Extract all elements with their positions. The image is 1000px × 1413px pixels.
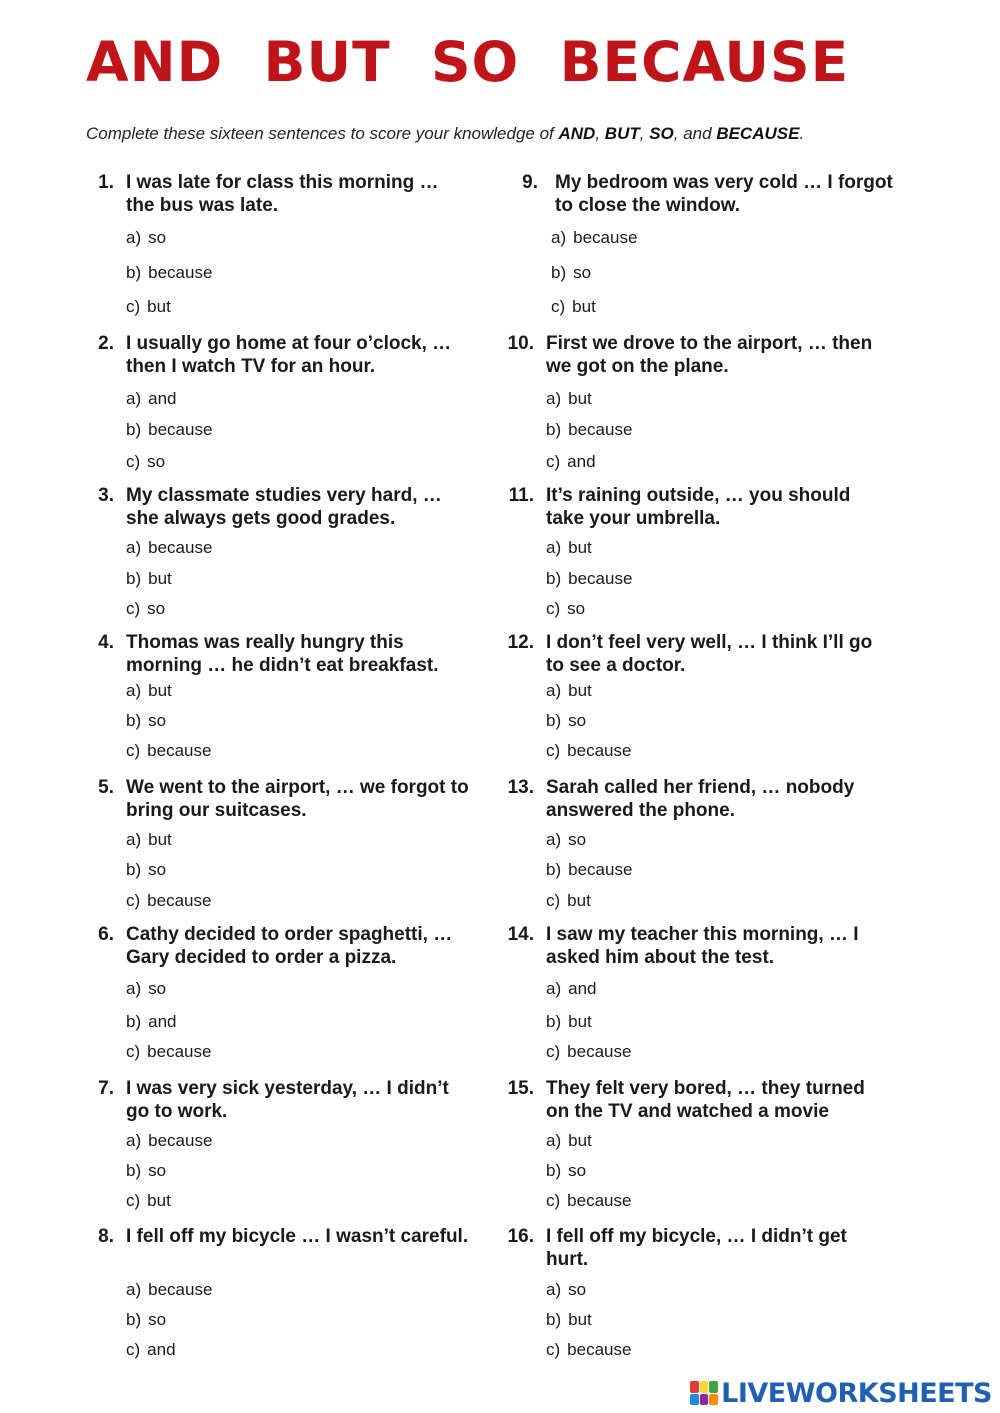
answer-option-b[interactable] xyxy=(126,711,166,731)
option-letter: a) xyxy=(551,228,567,247)
logo-block xyxy=(690,1381,699,1393)
option-letter: b) xyxy=(546,569,562,588)
option-text: because xyxy=(567,1042,632,1061)
option-text: so xyxy=(147,599,166,618)
option-text: but xyxy=(572,297,596,316)
option-text: so xyxy=(148,711,167,730)
option-letter: a) xyxy=(546,1131,562,1150)
answer-option-b[interactable] xyxy=(546,569,632,589)
answer-option-c[interactable] xyxy=(126,599,165,619)
question-number: 12. xyxy=(507,632,534,653)
answer-option-b[interactable] xyxy=(546,1012,592,1032)
answer-option-c[interactable] xyxy=(126,891,211,911)
question-text: I don’t feel very well, … I think I’ll go to see a doctor. xyxy=(546,632,873,676)
option-letter: c) xyxy=(126,452,141,471)
question-text: I saw my teacher this morning, … I asked him about the test. xyxy=(546,924,859,968)
answer-option-c[interactable] xyxy=(126,1042,211,1062)
option-letter: a) xyxy=(546,830,562,849)
option-letter: b) xyxy=(126,860,142,879)
option-letter: a) xyxy=(546,538,562,557)
option-text: because xyxy=(567,1191,632,1210)
option-letter: b) xyxy=(546,1161,562,1180)
option-text: but xyxy=(568,1310,592,1329)
answer-option-c[interactable] xyxy=(126,1191,171,1211)
answer-option-a[interactable] xyxy=(546,681,592,701)
question-number: 6. xyxy=(98,924,114,945)
option-text: but xyxy=(568,538,592,557)
option-text: so xyxy=(573,263,592,282)
worksheet-title: AND BUT SO BECAUSE xyxy=(86,30,850,94)
keyword-because: BECAUSE xyxy=(716,124,800,143)
option-letter: c) xyxy=(126,891,141,910)
answer-option-c[interactable] xyxy=(546,1340,631,1360)
option-text: but xyxy=(568,1131,592,1150)
answer-option-b[interactable] xyxy=(546,860,632,880)
option-text: because xyxy=(568,860,633,879)
option-letter: c) xyxy=(546,1191,561,1210)
question-text: I was very sick yesterday, … I didn’t go to work. xyxy=(126,1078,449,1122)
separator: , and xyxy=(673,124,717,143)
answer-option-c[interactable] xyxy=(546,1042,631,1062)
option-text: and xyxy=(147,1340,176,1359)
option-letter: c) xyxy=(126,1042,141,1061)
option-text: but xyxy=(148,830,172,849)
answer-option-a[interactable] xyxy=(126,830,172,850)
option-letter: b) xyxy=(126,1012,142,1031)
option-letter: a) xyxy=(546,1280,562,1299)
question-number: 8. xyxy=(98,1226,114,1247)
option-text: but xyxy=(568,389,592,408)
answer-option-c[interactable] xyxy=(546,891,591,911)
separator: , xyxy=(639,124,650,143)
option-text: because xyxy=(148,538,213,557)
separator: . xyxy=(799,124,805,143)
answer-option-c[interactable] xyxy=(126,452,165,472)
answer-option-a[interactable] xyxy=(126,389,177,409)
question-text: Cathy decided to order spaghetti, … Gary decided to order a pizza. xyxy=(126,924,453,968)
option-text: so xyxy=(568,711,587,730)
option-text: but xyxy=(568,1012,592,1031)
question-number: 9. xyxy=(522,172,538,193)
option-text: so xyxy=(148,979,167,998)
answer-option-c[interactable] xyxy=(546,452,596,472)
question-text: I fell off my bicycle, … I didn’t get hurt. xyxy=(546,1226,847,1270)
option-text: because xyxy=(148,263,213,282)
answer-option-a[interactable] xyxy=(546,830,586,850)
logo-block xyxy=(709,1381,718,1393)
option-letter: a) xyxy=(126,389,142,408)
option-text: so xyxy=(148,860,167,879)
liveworksheets-logo xyxy=(690,1378,992,1408)
answer-option-a[interactable] xyxy=(126,681,172,701)
option-text: but xyxy=(147,297,171,316)
option-text: and xyxy=(148,389,177,408)
logo-block xyxy=(709,1394,718,1406)
option-letter: b) xyxy=(551,263,567,282)
option-letter: c) xyxy=(546,599,561,618)
logo-blocks-icon xyxy=(690,1381,718,1405)
option-text: because xyxy=(147,741,212,760)
answer-option-c[interactable] xyxy=(551,297,596,317)
answer-option-c[interactable] xyxy=(546,1191,631,1211)
question-number: 15. xyxy=(507,1078,534,1099)
keyword-so: SO xyxy=(649,124,674,143)
keyword-and: AND xyxy=(558,124,596,143)
option-text: because xyxy=(148,420,213,439)
option-letter: c) xyxy=(546,741,561,760)
answer-option-a[interactable] xyxy=(126,979,166,999)
option-letter: b) xyxy=(126,1161,142,1180)
answer-option-a[interactable] xyxy=(126,1131,212,1151)
answer-option-c[interactable] xyxy=(126,297,171,317)
question-number: 4. xyxy=(98,632,114,653)
option-text: but xyxy=(148,569,172,588)
question-number: 2. xyxy=(98,333,114,354)
answer-option-a[interactable] xyxy=(126,228,166,248)
option-text: because xyxy=(573,228,638,247)
option-text: because xyxy=(568,420,633,439)
answer-option-a[interactable] xyxy=(126,1280,212,1300)
option-text: because xyxy=(567,1340,632,1359)
option-letter: a) xyxy=(126,830,142,849)
option-letter: c) xyxy=(546,452,561,471)
answer-option-c[interactable] xyxy=(126,741,211,761)
logo-block xyxy=(690,1394,699,1406)
option-letter: a) xyxy=(126,538,142,557)
option-text: so xyxy=(148,228,167,247)
option-text: so xyxy=(567,599,586,618)
option-letter: c) xyxy=(126,297,141,316)
instructions xyxy=(86,123,804,145)
option-text: but xyxy=(147,1191,171,1210)
option-text: because xyxy=(147,1042,212,1061)
question-number: 7. xyxy=(98,1078,114,1099)
option-letter: c) xyxy=(126,741,141,760)
option-letter: b) xyxy=(126,711,142,730)
question-text: Thomas was really hungry this morning … he didn’t eat breakfast. xyxy=(126,632,439,676)
question-number: 11. xyxy=(508,485,534,506)
answer-option-c[interactable] xyxy=(126,1340,176,1360)
option-letter: c) xyxy=(546,1340,561,1359)
question-number: 1. xyxy=(98,172,114,193)
question-text: Sarah called her friend, … nobody answered the phone. xyxy=(546,777,855,821)
option-text: because xyxy=(147,891,212,910)
answer-option-c[interactable] xyxy=(546,741,631,761)
option-text: but xyxy=(148,681,172,700)
question-number: 3. xyxy=(98,485,114,506)
question-text: It’s raining outside, … you should take your umbrella. xyxy=(546,485,851,529)
question-text: I was late for class this morning … the bus was late. xyxy=(126,172,439,216)
question-number: 16. xyxy=(507,1226,534,1247)
question-text: My classmate studies very hard, … she always gets good grades. xyxy=(126,485,442,529)
logo-block xyxy=(700,1381,709,1393)
answer-option-a[interactable] xyxy=(546,1131,592,1151)
answer-option-b[interactable] xyxy=(546,1310,592,1330)
option-letter: b) xyxy=(126,420,142,439)
keyword-but: BUT xyxy=(604,124,640,143)
option-letter: a) xyxy=(546,681,562,700)
answer-option-b[interactable] xyxy=(126,1161,166,1181)
option-letter: b) xyxy=(126,263,142,282)
answer-option-b[interactable] xyxy=(126,263,212,283)
option-letter: c) xyxy=(546,1042,561,1061)
option-text: because xyxy=(148,1280,213,1299)
question-text: We went to the airport, … we forgot to bring our suitcases. xyxy=(126,777,469,821)
answer-option-a[interactable] xyxy=(551,228,637,248)
logo-block xyxy=(700,1394,709,1406)
option-letter: c) xyxy=(126,1191,141,1210)
logo-text: LIVEWORKSHEETS xyxy=(721,1377,992,1409)
option-letter: a) xyxy=(126,681,142,700)
answer-option-b[interactable] xyxy=(546,711,586,731)
option-letter: b) xyxy=(126,569,142,588)
option-text: but xyxy=(567,891,591,910)
option-text: because xyxy=(567,741,632,760)
option-text: so xyxy=(568,1280,587,1299)
option-letter: c) xyxy=(546,891,561,910)
option-text: and xyxy=(568,979,597,998)
answer-option-b[interactable] xyxy=(546,420,632,440)
option-text: and xyxy=(567,452,596,471)
question-number: 13. xyxy=(507,777,534,798)
question-text: First we drove to the airport, … then we got on the plane. xyxy=(546,333,873,377)
option-text: and xyxy=(148,1012,177,1031)
answer-option-b[interactable] xyxy=(126,569,172,589)
answer-option-a[interactable] xyxy=(546,979,597,999)
option-letter: b) xyxy=(546,1012,562,1031)
option-letter: a) xyxy=(546,979,562,998)
answer-option-a[interactable] xyxy=(126,538,212,558)
answer-option-b[interactable] xyxy=(126,860,166,880)
answer-option-c[interactable] xyxy=(546,599,585,619)
option-text: because xyxy=(148,1131,213,1150)
option-letter: b) xyxy=(546,420,562,439)
question-number: 14. xyxy=(507,924,534,945)
option-letter: b) xyxy=(546,860,562,879)
option-letter: c) xyxy=(551,297,566,316)
instructions-text: Complete these sixteen sentences to score your knowledge of xyxy=(86,124,559,143)
answer-option-b[interactable] xyxy=(551,263,591,283)
option-letter: b) xyxy=(126,1310,142,1329)
option-letter: c) xyxy=(126,1340,141,1359)
answer-option-a[interactable] xyxy=(546,389,592,409)
option-text: so xyxy=(148,1161,167,1180)
answer-option-a[interactable] xyxy=(546,538,592,558)
option-text: but xyxy=(568,681,592,700)
option-text: so xyxy=(148,1310,167,1329)
option-letter: a) xyxy=(126,979,142,998)
question-text: I usually go home at four o’clock, … then I watch TV for an hour. xyxy=(126,333,452,377)
option-text: because xyxy=(568,569,633,588)
option-letter: a) xyxy=(126,1280,142,1299)
option-letter: c) xyxy=(126,599,141,618)
answer-option-b[interactable] xyxy=(126,420,212,440)
question-text: My bedroom was very cold … I forgot to close the window. xyxy=(555,172,893,216)
question-number: 5. xyxy=(98,777,114,798)
question-text: I fell off my bicycle … I wasn’t careful. xyxy=(126,1226,469,1247)
option-text: so xyxy=(568,1161,587,1180)
option-letter: b) xyxy=(546,711,562,730)
answer-option-b[interactable] xyxy=(546,1161,586,1181)
answer-option-b[interactable] xyxy=(126,1310,166,1330)
option-letter: a) xyxy=(126,228,142,247)
answer-option-b[interactable] xyxy=(126,1012,177,1032)
question-number: 10. xyxy=(507,333,534,354)
option-text: so xyxy=(568,830,587,849)
answer-option-a[interactable] xyxy=(546,1280,586,1300)
option-letter: a) xyxy=(546,389,562,408)
question-text: They felt very bored, … they turned on the TV and watched a movie xyxy=(546,1078,865,1122)
separator: , xyxy=(595,124,605,143)
option-letter: a) xyxy=(126,1131,142,1150)
option-letter: b) xyxy=(546,1310,562,1329)
option-text: so xyxy=(147,452,166,471)
